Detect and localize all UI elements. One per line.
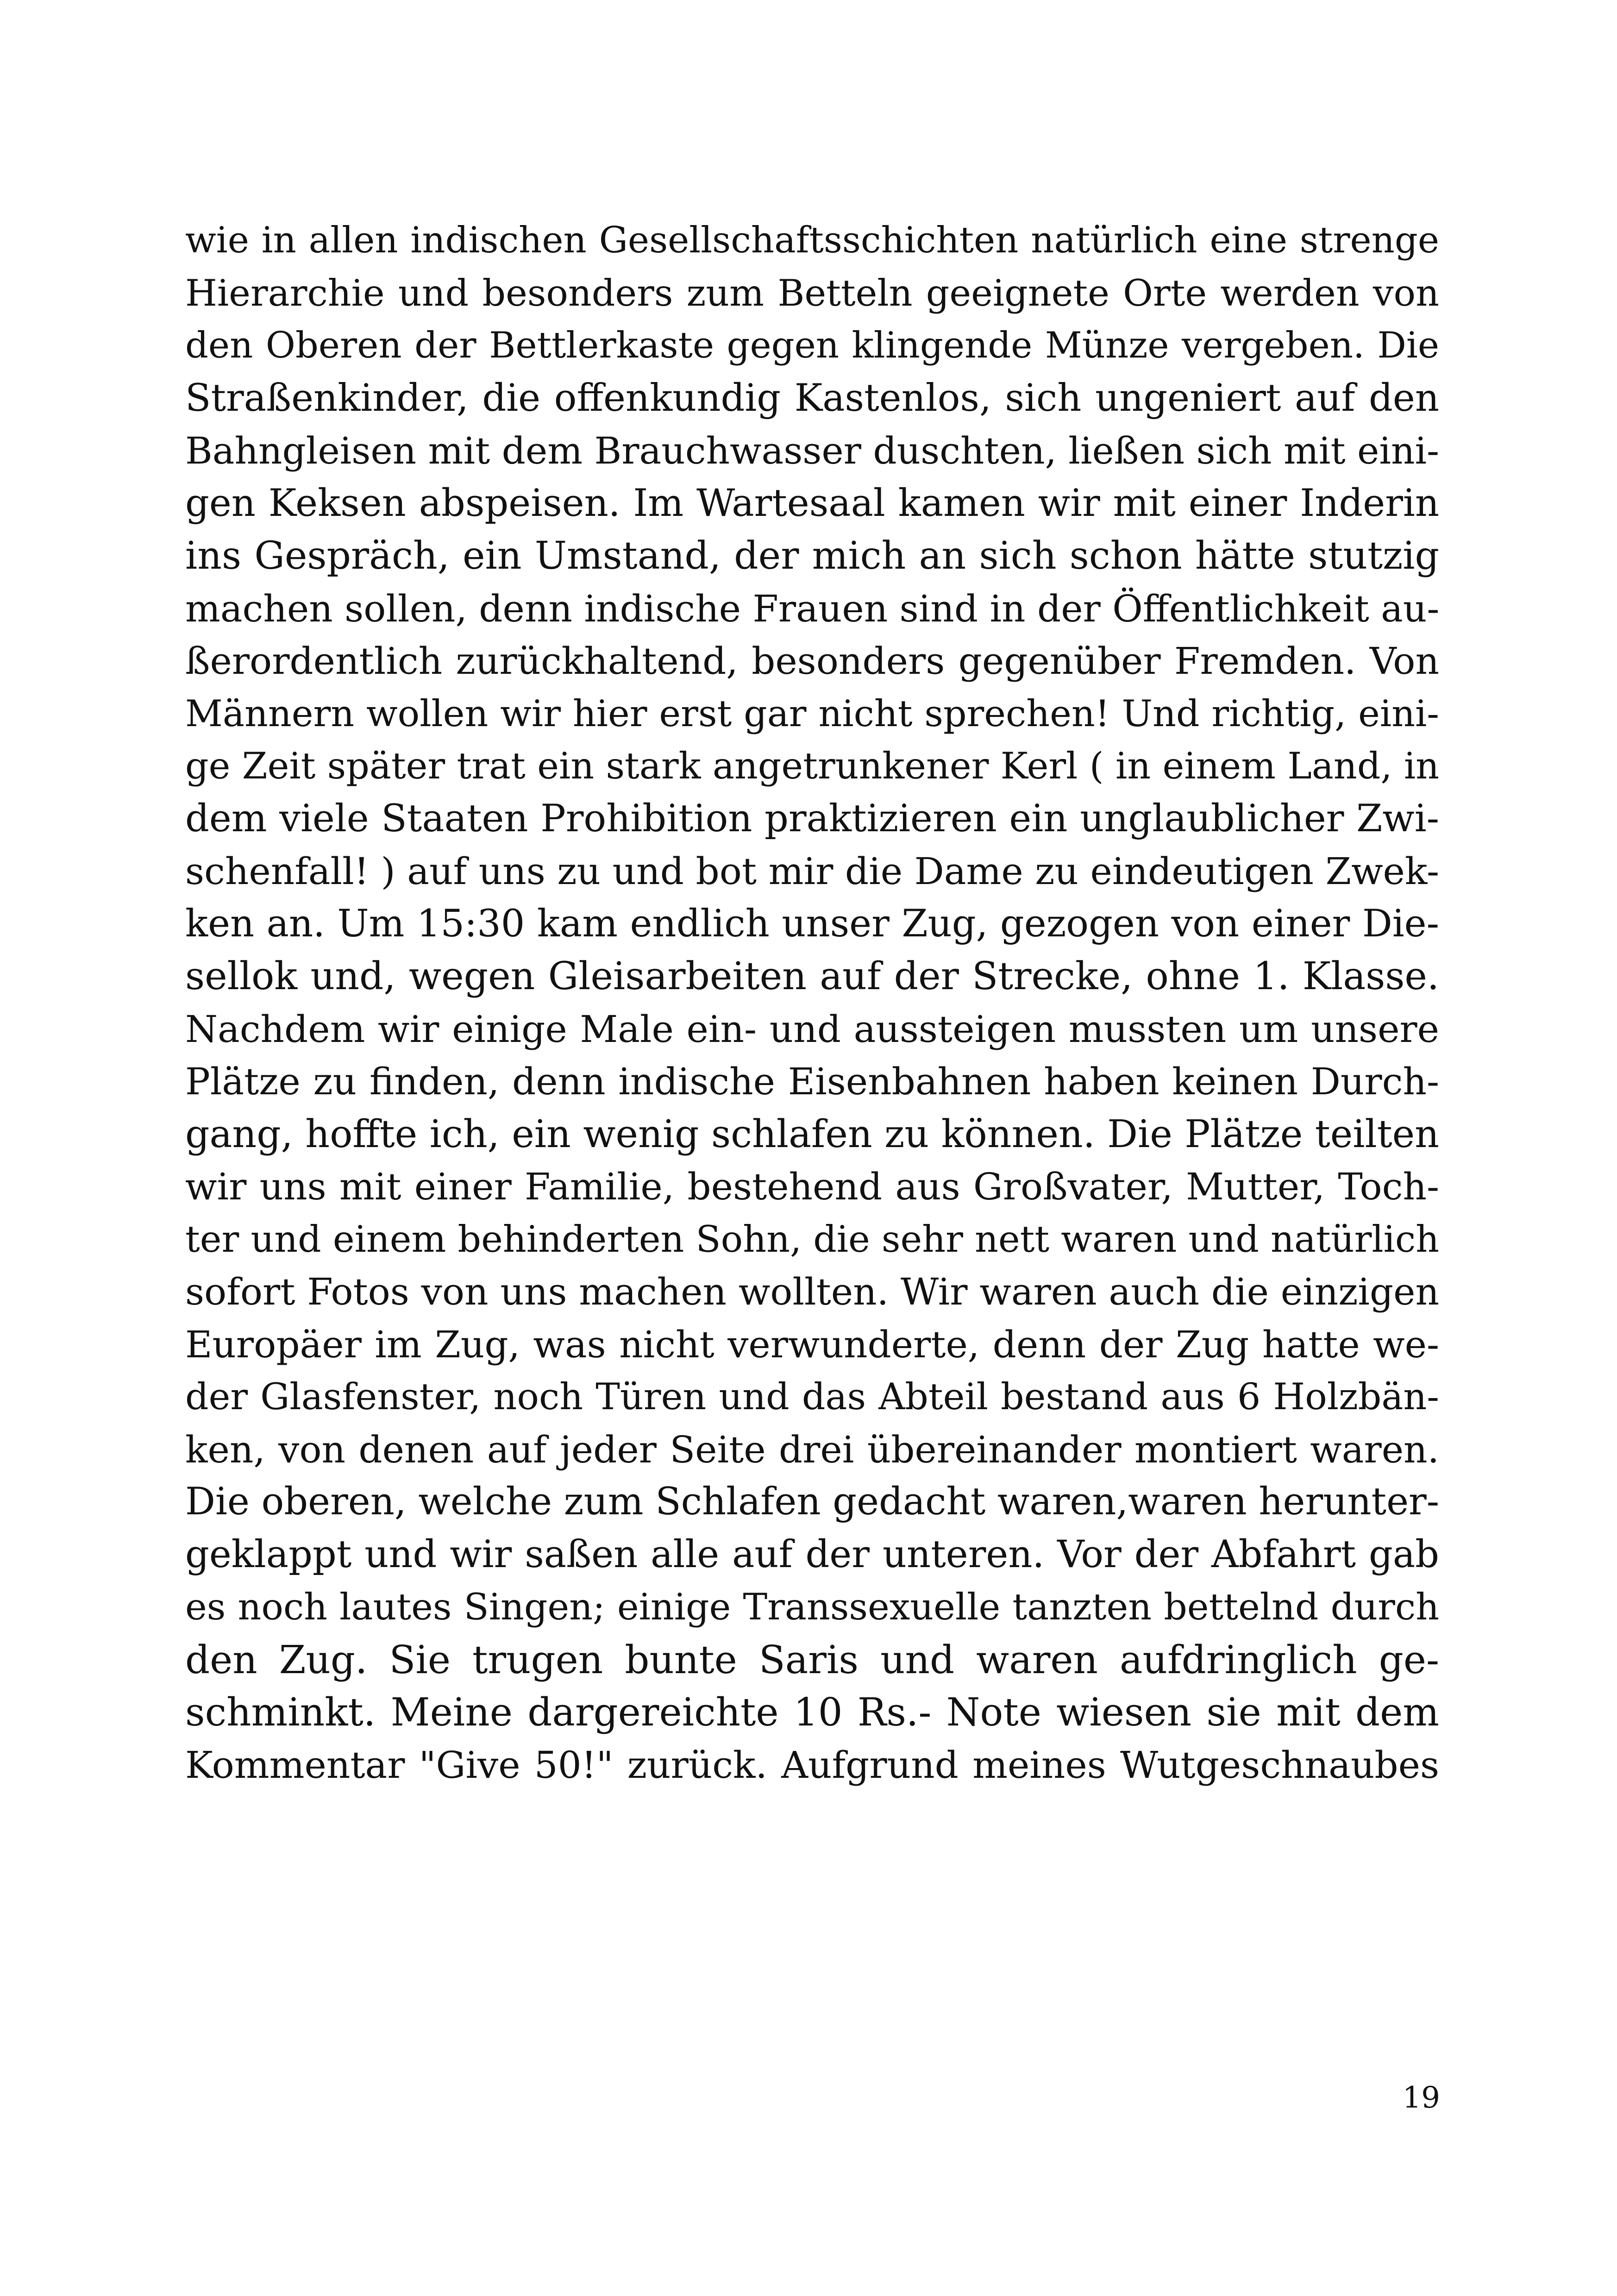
text-line: ßerordentlich zurückhaltend, besonders gegenüber Fremden. Von — [185, 640, 1439, 683]
text-line: Europäer im Zug, was nicht verwunderte, denn der Zug hatte we- — [185, 1323, 1439, 1366]
text-line: geklappt und wir saßen alle auf der unteren. Vor der Abfahrt gab — [185, 1532, 1439, 1576]
text-line: der Glasfenster, noch Türen und das Abteil bestand aus 6 Holzbän- — [185, 1375, 1439, 1418]
text-line: ins Gespräch, ein Umstand, der mich an sich schon hätte stutzig — [185, 534, 1439, 578]
text-line: ge Zeit später trat ein stark angetrunkener Kerl ( in einem Land, in — [185, 745, 1439, 787]
text-line: ken an. Um 15:30 kam endlich unser Zug, gezogen von einer Die- — [185, 902, 1439, 946]
text-line: Plätze zu finden, denn indische Eisenbahnen haben keinen Durch- — [185, 1060, 1439, 1103]
body-text — [185, 214, 1439, 1791]
text-line: Hierarchie und besonders zum Betteln geeignete Orte werden von — [185, 271, 1439, 314]
text-line: ken, von denen auf jeder Seite drei übereinander montiert waren. — [185, 1428, 1439, 1471]
text-line: wir uns mit einer Familie, bestehend aus Großvater, Mutter, Toch- — [185, 1165, 1439, 1208]
text-line: den Zug. Sie trugen bunte Saris und waren aufdringlich ge- — [185, 1637, 1439, 1682]
text-line: Bahngleisen mit dem Brauchwasser duschten, ließen sich mit eini- — [185, 429, 1440, 472]
text-line: Straßenkinder, die offenkundig Kastenlos, sich ungeniert auf den — [185, 376, 1439, 420]
text-line: sofort Fotos von uns machen wollten. Wir waren auch die einzigen — [185, 1270, 1439, 1313]
text-line: den Oberen der Bettlerkaste gegen klingende Münze vergeben. Die — [185, 325, 1439, 366]
text-line: schenfall! ) auf uns zu und bot mir die Dame zu eindeutigen Zwek- — [185, 850, 1439, 893]
text-line: ter und einem behinderten Sohn, die sehr nett waren und natürlich — [185, 1217, 1439, 1261]
text-line: dem viele Staaten Prohibition praktizieren ein unglaublicher Zwi- — [185, 797, 1439, 841]
text-line: Nachdem wir einige Male ein- und aussteigen mussten um unsere — [185, 1007, 1439, 1051]
text-line: sellok und, wegen Gleisarbeiten auf der Strecke, ohne 1. Klasse. — [185, 954, 1439, 998]
text-line: gang, hoffte ich, ein wenig schlafen zu können. Die Plätze teilten — [185, 1112, 1439, 1156]
text-line: Männern wollen wir hier erst gar nicht sprechen! Und richtig, eini- — [185, 692, 1439, 735]
text-line: machen sollen, denn indische Frauen sind in der Öffentlichkeit au- — [185, 587, 1440, 630]
text-line: gen Keksen abspeisen. Im Wartesaal kamen wir mit einer Inderin — [185, 481, 1439, 525]
text-line: wie in allen indischen Gesellschaftsschichten natürlich eine strenge — [185, 220, 1439, 261]
text-line: Kommentar "Give 50!" zurück. Aufgrund meines Wutgeschnaubes — [185, 1743, 1439, 1787]
text-line: schminkt. Meine dargereichte 10 Rs.- Note wiesen sie mit dem — [185, 1690, 1439, 1735]
page-number: 19 — [1402, 2081, 1440, 2115]
text-line: Die oberen, welche zum Schlafen gedacht waren,waren herunter- — [185, 1480, 1440, 1524]
text-line: es noch lautes Singen; einige Transsexuelle tanzten bettelnd durch — [185, 1586, 1439, 1628]
